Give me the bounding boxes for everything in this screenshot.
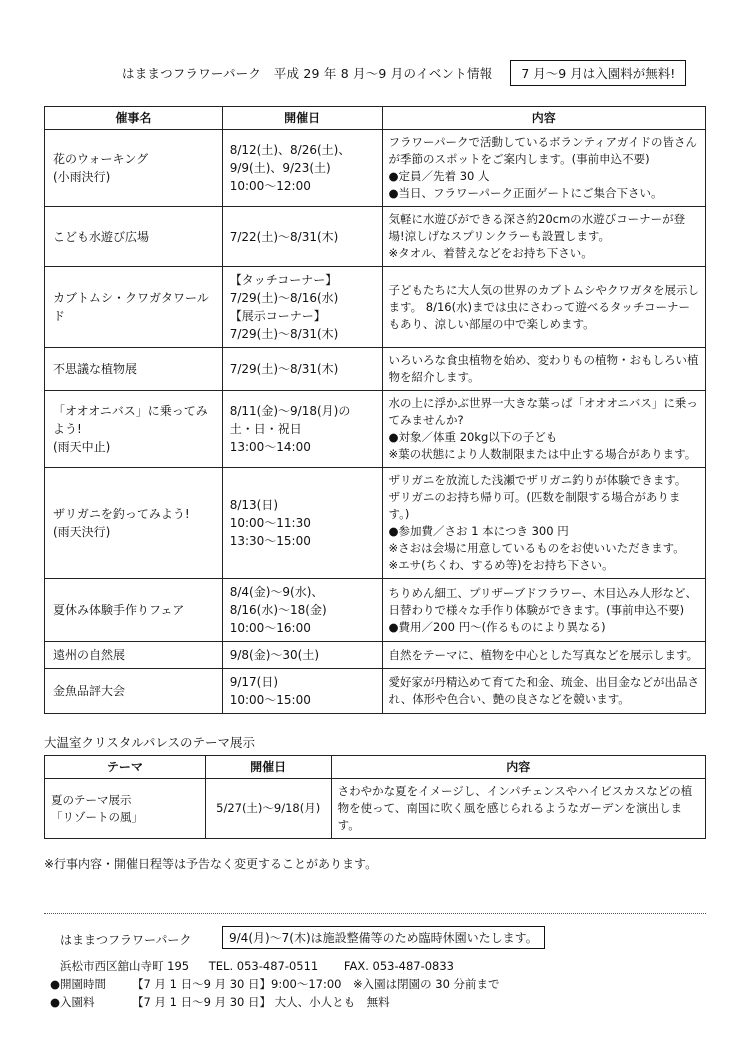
opening-hours-value: 【7 月 1 日～9 月 30 日】9:00～17:00 ※入園は閉園の 30 分前まで xyxy=(132,977,500,991)
events-table-header xyxy=(45,107,706,130)
theme-name-line: 「リゾートの風」 xyxy=(51,809,143,824)
opening-hours xyxy=(50,976,500,992)
dotted-divider xyxy=(44,913,706,914)
column-header-dates: 開催日 xyxy=(222,107,382,130)
phone-number: TEL. 053-487-0511 xyxy=(208,959,319,973)
event-name-cell xyxy=(45,579,223,642)
column-header-name: 催事名 xyxy=(45,107,223,130)
event-name-line: 金魚品評大会 xyxy=(53,684,126,698)
event-dates-cell xyxy=(222,207,382,267)
event-dates-line: 10:00～16:00 xyxy=(229,621,311,635)
event-desc-line: ●定員／先着 30 人 xyxy=(388,169,490,183)
event-dates-line: 8/12(土)、8/26(土)、 xyxy=(229,143,351,157)
event-dates-line: 9/8(金)～30(土) xyxy=(229,648,320,662)
event-desc-cell xyxy=(382,642,705,669)
event-dates-line: 9/17(日) xyxy=(229,675,279,689)
event-desc-line: フラワーパークで活動しているボランティアガイドの皆さんが季節のスポットをご案内します。(事前申込不要) xyxy=(388,135,698,166)
event-dates-line: 7/29(土)～8/16(水) xyxy=(229,291,339,305)
event-dates-line: 【展示コーナー】 xyxy=(229,309,326,323)
address: 浜松市西区舘山寺町 195 xyxy=(60,959,190,973)
event-desc-line: ザリガニを放流した浅瀬でザリガニ釣りが体験できます。 xyxy=(388,473,687,487)
event-desc-line: いろいろな食虫植物を始め、変わりもの植物・おもしろい植物を紹介します。 xyxy=(388,353,699,384)
theme-name-line: 夏のテーマ展示 xyxy=(51,792,132,807)
event-desc-line: 気軽に水遊びができる深さ約20cmの水遊びコーナーが登場!涼しげなスプリンクラーも設置します。 xyxy=(388,212,686,243)
closure-notice: 9/4(月)～7(木)は施設整備等のため臨時休園いたします。 xyxy=(222,926,545,949)
event-dates-line: 土・日・祝日 xyxy=(229,422,302,436)
event-desc-cell xyxy=(382,207,705,267)
table-row xyxy=(45,391,706,468)
column-header-theme: テーマ xyxy=(45,756,206,779)
event-dates-line: 8/16(水)～18(金) xyxy=(229,603,327,617)
event-dates-line: 10:00～11:30 xyxy=(229,516,311,530)
event-name-line: 夏休み体験手作りフェア xyxy=(53,603,185,617)
event-dates-line: 10:00～15:00 xyxy=(229,693,311,707)
event-name-line: 花のウォーキング xyxy=(53,152,149,166)
change-notice: ※行事内容・開催日程等は予告なく変更することがあります。 xyxy=(44,857,378,871)
fax-number: FAX. 053-487-0833 xyxy=(343,959,454,973)
event-desc-cell xyxy=(382,579,705,642)
event-name-cell xyxy=(45,391,223,468)
page-header xyxy=(122,60,686,86)
event-desc-line: ザリガニのお持ち帰り可。(匹数を制限する場合があります。) xyxy=(388,490,681,521)
event-dates-line: 7/29(土)～8/31(木) xyxy=(229,362,339,376)
event-name-line: 遠州の自然展 xyxy=(53,648,126,662)
event-name-cell xyxy=(45,669,223,714)
admission-fee-value: 【7 月 1 日～9 月 30 日】 大人、小人とも 無料 xyxy=(132,995,390,1009)
event-name-line: (雨天中止) xyxy=(53,440,111,454)
event-desc-line: ちりめん細工、プリザーブドフラワー、木目込み人形など、日替わりで様々な手作り体験ができます。(事前申込不要) xyxy=(388,585,697,617)
event-name-line: (小雨決行) xyxy=(53,170,111,184)
event-name-cell xyxy=(45,207,223,267)
event-dates-cell xyxy=(222,391,382,468)
event-name-line: カブトムシ・クワガタワールド xyxy=(53,291,209,323)
event-dates-line: 9/9(土)、9/23(土) xyxy=(229,161,331,175)
theme-table xyxy=(44,755,706,839)
theme-desc-cell: さわやかな夏をイメージし、インパチェンスやハイビスカスなどの植物を使って、南国に吹く風を感じられるようなガーデンを演出します。 xyxy=(331,779,705,839)
event-name-line: 不思議な植物展 xyxy=(53,362,138,376)
event-dates-line: 7/29(土)～8/31(木) xyxy=(229,327,339,341)
opening-hours-label: ●開園時間 xyxy=(50,977,107,991)
event-dates-line: 13:30～15:00 xyxy=(229,534,311,548)
table-row xyxy=(45,130,706,207)
event-desc-line: 水の上に浮かぶ世界一大きな葉っぱ「オオオニバス」に乗ってみませんか? xyxy=(388,396,698,427)
event-name-cell xyxy=(45,468,223,579)
free-admission-badge: 7 月～9 月は入園料が無料! xyxy=(510,60,686,86)
table-row xyxy=(45,468,706,579)
event-name-line: こども水遊び広場 xyxy=(53,229,150,244)
event-desc-line: ●当日、フラワーパーク正面ゲートにご集合下さい。 xyxy=(388,186,663,200)
event-dates-line: 【タッチコーナー】 xyxy=(229,273,338,287)
column-header-content: 内容 xyxy=(382,107,705,130)
event-desc-cell xyxy=(382,267,705,348)
event-desc-line: 自然をテーマに、植物を中心とした写真などを展示します。 xyxy=(388,647,699,662)
event-desc-line: ●参加費／さお 1 本につき 300 円 xyxy=(388,524,569,538)
event-dates-cell xyxy=(222,642,382,669)
event-dates-cell xyxy=(222,348,382,391)
event-name-cell xyxy=(45,130,223,207)
event-dates-line: 13:00～14:00 xyxy=(229,440,311,454)
theme-section-title: 大温室クリスタルパレスのテーマ展示 xyxy=(44,735,256,750)
event-name-line: 「オオオニバス」に乗ってみよう! xyxy=(53,404,208,436)
event-desc-line: 愛好家が丹精込めて育てた和金、琉金、出目金などが出品され、体形や色合い、艶の良さなどを競います。 xyxy=(388,675,700,706)
event-dates-line: 7/22(土)～8/31(木) xyxy=(229,229,339,244)
event-name-cell xyxy=(45,348,223,391)
event-dates-cell xyxy=(222,267,382,348)
table-row xyxy=(45,267,706,348)
event-dates-cell xyxy=(222,468,382,579)
events-table xyxy=(44,106,706,714)
theme-table-header xyxy=(45,756,706,779)
admission-fee-label: ●入園料 xyxy=(50,995,95,1009)
table-row xyxy=(45,348,706,391)
table-row xyxy=(45,642,706,669)
column-header-content: 内容 xyxy=(331,756,705,779)
table-row xyxy=(45,669,706,714)
event-dates-cell xyxy=(222,669,382,714)
table-row xyxy=(45,779,706,839)
event-desc-cell xyxy=(382,348,705,391)
event-dates-line: 8/13(日) xyxy=(229,498,279,512)
event-dates-line: 8/11(金)～9/18(月)の xyxy=(229,404,351,418)
admission-fee xyxy=(50,994,390,1010)
event-desc-cell xyxy=(382,468,705,579)
event-name-line: (雨天決行) xyxy=(53,525,111,539)
column-header-dates: 開催日 xyxy=(205,756,331,779)
footer-park-name: はままつフラワーパーク xyxy=(60,933,192,947)
event-desc-line: ※さおは会場に用意しているものをお使いいただきます。 xyxy=(388,541,685,555)
theme-dates-cell: 5/27(土)～9/18(月) xyxy=(205,779,331,839)
theme-name-cell xyxy=(45,779,206,839)
event-desc-line: ※エサ(ちくわ、するめ等)をお持ち下さい。 xyxy=(388,558,614,572)
event-dates-cell xyxy=(222,579,382,642)
page-title: はままつフラワーパーク 平成 29 年 8 月～9 月のイベント情報 xyxy=(122,66,493,81)
event-dates-line: 10:00～12:00 xyxy=(229,179,311,193)
event-desc-cell xyxy=(382,669,705,714)
event-dates-cell xyxy=(222,130,382,207)
event-name-cell xyxy=(45,267,223,348)
event-desc-line: ※タオル、着替えなどをお持ち下さい。 xyxy=(388,246,593,260)
table-row xyxy=(45,207,706,267)
event-desc-line: ※葉の状態により人数制限または中止する場合があります。 xyxy=(388,447,697,461)
table-row xyxy=(45,579,706,642)
contact-info xyxy=(60,958,454,974)
event-desc-cell xyxy=(382,391,705,468)
event-name-line: ザリガニを釣ってみよう! xyxy=(53,507,190,521)
event-desc-cell xyxy=(382,130,705,207)
event-desc-line: 子どもたちに大人気の世界のカブトムシやクワガタを展示します。 8/16(水)までは虫にさわって遊べるタッチコーナーもあり、涼しい部屋の中で楽しめます。 xyxy=(388,282,700,331)
event-name-cell xyxy=(45,642,223,669)
event-dates-line: 8/4(金)～9(水)、 xyxy=(229,585,324,599)
event-desc-line: ●費用／200 円～(作るものにより異なる) xyxy=(388,619,606,634)
event-desc-line: ●対象／体重 20kg以下の子ども xyxy=(388,430,558,444)
